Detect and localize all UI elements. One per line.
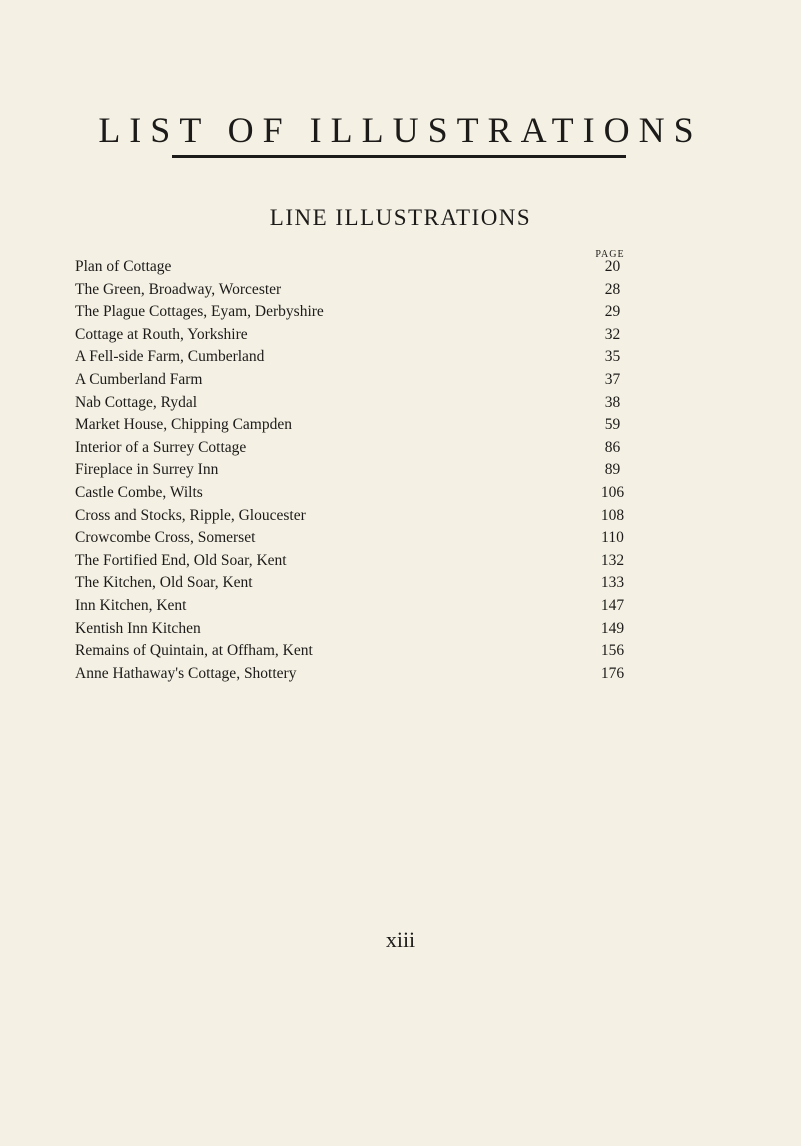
list-item bbox=[75, 346, 635, 369]
entry-page-number: 133 bbox=[600, 574, 625, 592]
entry-page-number: 108 bbox=[600, 506, 625, 524]
list-item bbox=[75, 595, 635, 618]
list-item bbox=[75, 279, 635, 302]
entry-page-number: 37 bbox=[604, 370, 621, 388]
entry-title: The Plague Cottages, Eyam, Derbyshire bbox=[75, 303, 324, 321]
entry-title: Nab Cottage, Rydal bbox=[75, 393, 198, 411]
entry-page-number: 38 bbox=[604, 393, 621, 411]
entry-page-number: 86 bbox=[604, 438, 621, 456]
entry-title: A Cumberland Farm bbox=[75, 370, 203, 388]
entry-title: Kentish Inn Kitchen bbox=[75, 619, 201, 637]
list-item bbox=[75, 324, 635, 347]
entry-title: Crowcombe Cross, Somerset bbox=[75, 529, 256, 547]
entry-page-number: 89 bbox=[604, 461, 621, 479]
page-column-header: PAGE bbox=[595, 249, 625, 260]
list-item bbox=[75, 527, 635, 550]
entry-page-number: 156 bbox=[600, 642, 625, 660]
entry-title: Castle Combe, Wilts bbox=[75, 483, 203, 501]
list-item bbox=[75, 414, 635, 437]
page-title: LIST OF ILLUSTRATIONS bbox=[98, 110, 703, 150]
entry-title: The Kitchen, Old Soar, Kent bbox=[75, 574, 253, 592]
entry-title: Cottage at Routh, Yorkshire bbox=[75, 325, 248, 343]
folio-page-number: xiii bbox=[385, 927, 416, 952]
section-title: LINE ILLUSTRATIONS bbox=[269, 205, 532, 230]
entry-page-number: 35 bbox=[604, 348, 621, 366]
entry-page-number: 149 bbox=[600, 619, 625, 637]
entry-title: Cross and Stocks, Ripple, Gloucester bbox=[75, 506, 306, 524]
entry-title: Market House, Chipping Campden bbox=[75, 416, 292, 434]
entry-page-number: 28 bbox=[604, 280, 621, 298]
entry-title: Interior of a Surrey Cottage bbox=[75, 438, 247, 456]
entry-page-number: 20 bbox=[604, 258, 621, 275]
list-item bbox=[75, 301, 635, 324]
entry-title: Remains of Quintain, at Offham, Kent bbox=[75, 642, 313, 660]
list-item bbox=[75, 392, 635, 415]
list-item bbox=[75, 505, 635, 528]
entry-title: Inn Kitchen, Kent bbox=[75, 596, 187, 614]
list-item bbox=[75, 550, 635, 573]
entry-page-number: 59 bbox=[604, 416, 621, 434]
entry-page-number: 176 bbox=[600, 664, 625, 682]
list-item bbox=[75, 618, 635, 641]
entry-page-number: 147 bbox=[600, 596, 625, 614]
title-underline bbox=[172, 155, 626, 158]
entry-title: Plan of Cottage bbox=[75, 258, 172, 275]
entry-title: A Fell-side Farm, Cumberland bbox=[75, 348, 265, 366]
list-item bbox=[75, 369, 635, 392]
entry-page-number: 106 bbox=[600, 483, 625, 501]
entry-title: Fireplace in Surrey Inn bbox=[75, 461, 219, 479]
entry-title: The Fortified End, Old Soar, Kent bbox=[75, 551, 287, 569]
entry-page-number: 29 bbox=[604, 303, 621, 321]
list-item bbox=[75, 663, 635, 686]
entry-title: The Green, Broadway, Worcester bbox=[75, 280, 282, 298]
entry-title: Anne Hathaway's Cottage, Shottery bbox=[75, 664, 297, 682]
entry-page-number: 132 bbox=[600, 551, 625, 569]
list-item bbox=[75, 437, 635, 460]
list-item bbox=[75, 482, 635, 505]
illustrations-list bbox=[75, 256, 635, 685]
list-item bbox=[75, 459, 635, 482]
entry-page-number: 110 bbox=[601, 529, 624, 547]
list-item bbox=[75, 640, 635, 663]
list-item bbox=[75, 572, 635, 595]
list-item bbox=[75, 256, 635, 279]
entry-page-number: 32 bbox=[604, 325, 621, 343]
